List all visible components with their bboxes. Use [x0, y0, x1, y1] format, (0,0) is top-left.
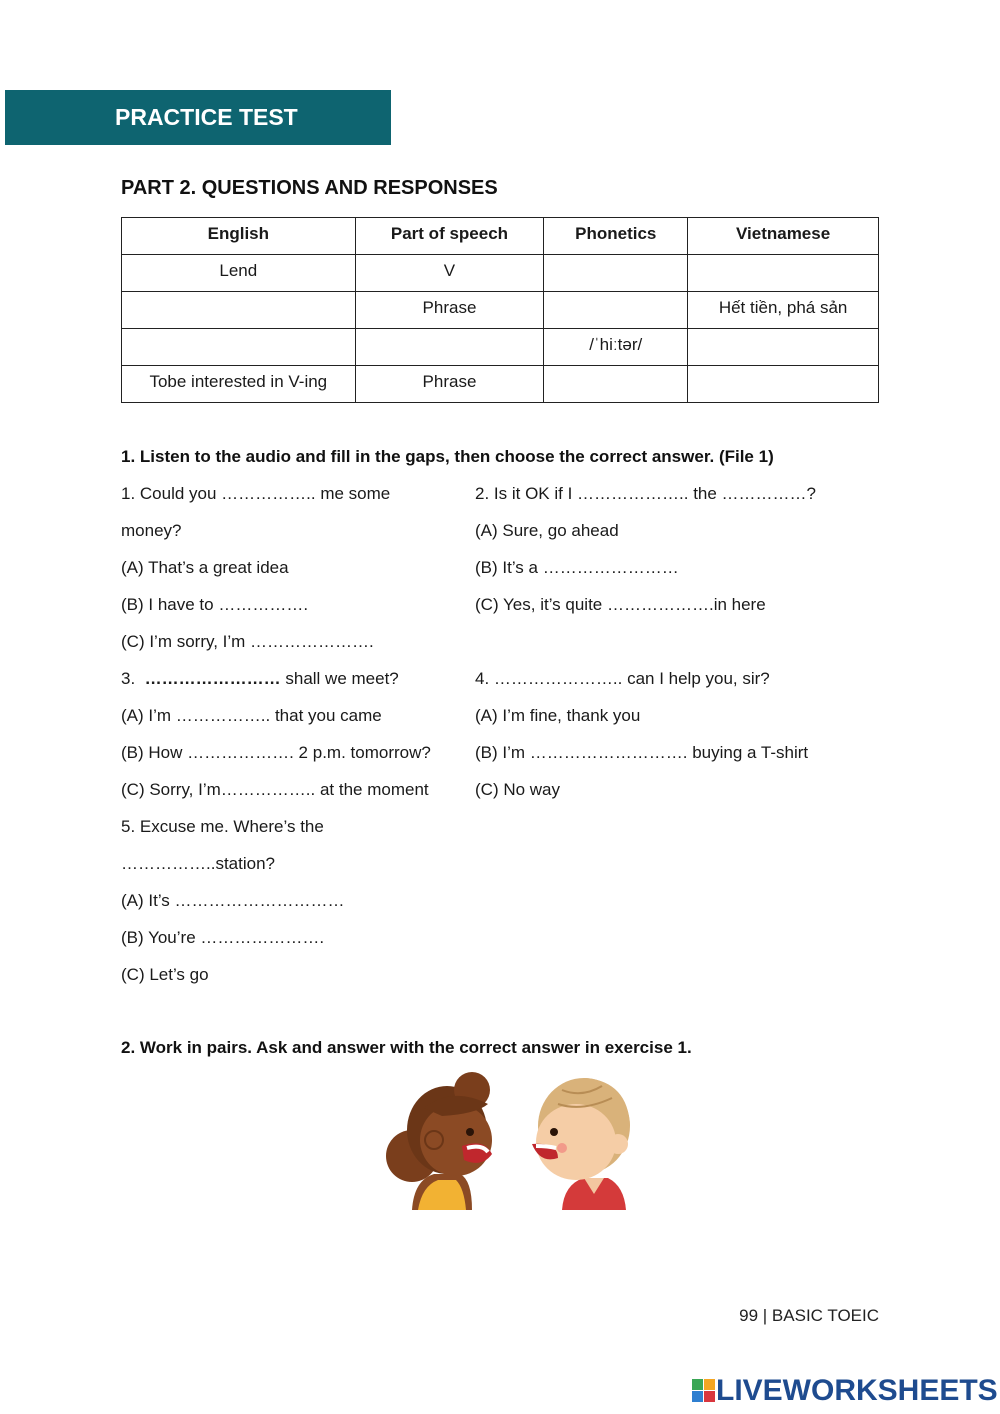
q3-option-c[interactable]: (C) Sorry, I’m…………….. at the moment [121, 780, 429, 799]
table-cell[interactable] [355, 329, 544, 366]
q1-line[interactable]: 1. Could you …………….. me some [121, 484, 391, 503]
table-cell[interactable] [688, 329, 879, 366]
table-cell[interactable]: /ˈhiːtər/ [544, 329, 688, 366]
table-cell[interactable] [122, 292, 356, 329]
liveworksheets-wordmark: LIVEWORKSHEETS [716, 1374, 998, 1407]
boy-figure [532, 1078, 630, 1210]
table-cell[interactable] [688, 366, 879, 403]
q3-option-a[interactable]: (A) I’m …………….. that you came [121, 706, 382, 725]
exercise-2-title: 2. Work in pairs. Ask and answer with the correct answer in exercise 1. [121, 1038, 692, 1057]
q5-option-c[interactable]: (C) Let’s go [121, 965, 209, 984]
q3-rest: shall we meet? [285, 669, 399, 688]
q1-line[interactable]: money? [121, 521, 182, 540]
part-title: PART 2. QUESTIONS AND RESPONSES [121, 177, 498, 199]
page-footer: 99 | BASIC TOEIC [739, 1306, 879, 1325]
girl-figure [386, 1072, 492, 1210]
table-cell[interactable] [544, 366, 688, 403]
table-cell[interactable]: Phrase [355, 292, 544, 329]
q4-option-c[interactable]: (C) No way [475, 780, 561, 799]
header-part-of-speech: Part of speech [355, 218, 544, 255]
table-cell[interactable]: Lend [122, 255, 356, 292]
q2-line[interactable]: 2. Is it OK if I ……………….. the ……………? [475, 484, 817, 503]
table-row [122, 255, 879, 292]
liveworksheets-badge-icon [692, 1379, 716, 1403]
table-row [122, 366, 879, 403]
q3-line[interactable] [121, 669, 399, 689]
header-vietnamese: Vietnamese [688, 218, 879, 255]
q3-option-b[interactable]: (B) How ………………. 2 p.m. tomorrow? [121, 743, 431, 762]
table-cell[interactable] [544, 292, 688, 329]
q1-option-b[interactable]: (B) I have to ……………. [121, 595, 309, 614]
table-cell[interactable]: Phrase [355, 366, 544, 403]
q4-option-a[interactable]: (A) I’m fine, thank you [475, 706, 641, 725]
q2-option-a[interactable]: (A) Sure, go ahead [475, 521, 619, 540]
table-cell[interactable] [688, 255, 879, 292]
q4-line[interactable]: 4. ………………….. can I help you, sir? [475, 669, 770, 688]
q5-option-b[interactable]: (B) You’re …………………. [121, 928, 325, 947]
q4-option-b[interactable]: (B) I’m ………………………. buying a T-shirt [475, 743, 809, 762]
table-cell[interactable]: Tobe interested in V-ing [122, 366, 356, 403]
table-cell[interactable]: V [355, 255, 544, 292]
table-header-row [122, 218, 879, 255]
q5-line[interactable]: 5. Excuse me. Where’s the [121, 817, 324, 836]
practice-test-banner: PRACTICE TEST [5, 90, 391, 145]
table-cell[interactable] [122, 329, 356, 366]
liveworksheets-logo [692, 1374, 998, 1408]
q3-number: 3. [121, 669, 136, 688]
exercise-1-title: 1. Listen to the audio and fill in the gaps, then choose the correct answer. (File 1) [121, 447, 774, 466]
q2-option-c[interactable]: (C) Yes, it’s quite ……………….in here [475, 595, 766, 614]
table-cell[interactable]: Hết tiền, phá sản [688, 292, 879, 329]
header-english: English [122, 218, 356, 255]
vocabulary-table [121, 217, 879, 403]
q1-option-c[interactable]: (C) I’m sorry, I’m …………………. [121, 632, 374, 651]
table-row [122, 329, 879, 366]
q5-line[interactable]: ……………..station? [121, 854, 275, 873]
q2-option-b[interactable]: (B) It’s a …………………… [475, 558, 679, 577]
q5-option-a[interactable]: (A) It’s ………………………… [121, 891, 345, 910]
table-cell[interactable] [544, 255, 688, 292]
q3-blank[interactable]: …………………… [144, 669, 281, 688]
table-row [122, 292, 879, 329]
q1-option-a[interactable]: (A) That’s a great idea [121, 558, 289, 577]
two-kids-talking-illustration [372, 1068, 642, 1210]
header-phonetics: Phonetics [544, 218, 688, 255]
